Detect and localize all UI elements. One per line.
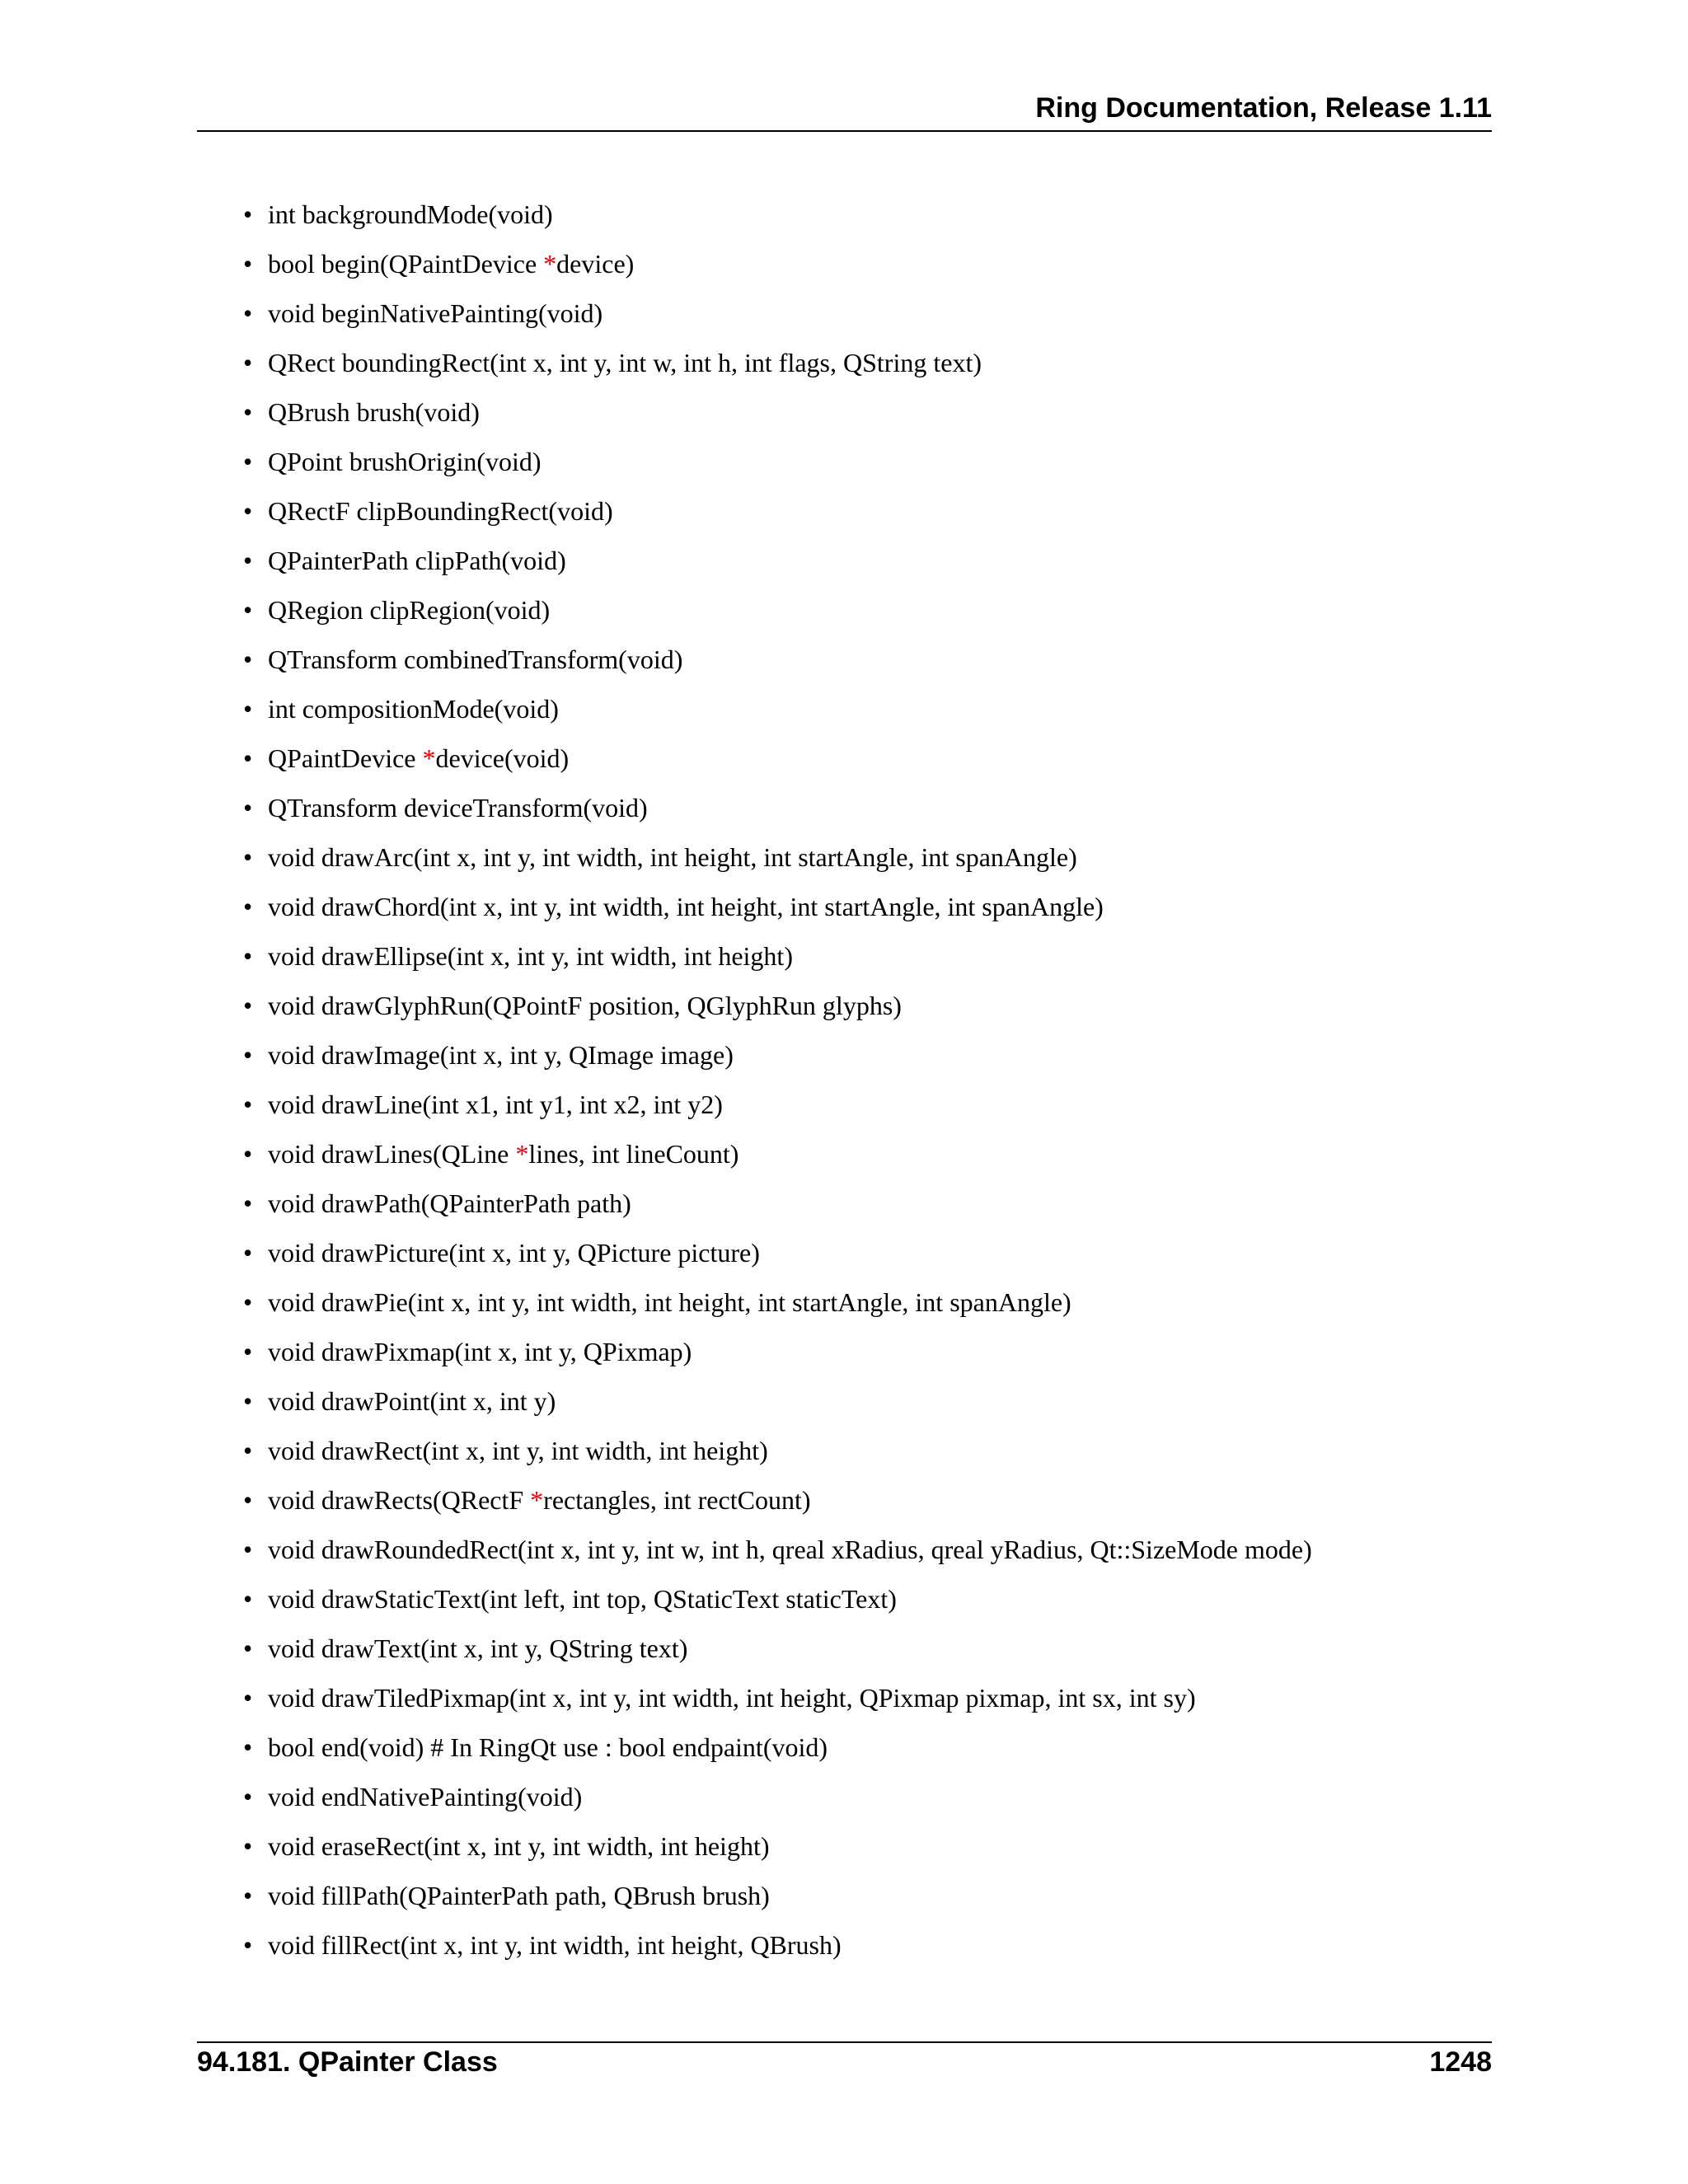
method-item (243, 247, 1312, 297)
method-item (243, 841, 1312, 890)
bullet-icon: • (243, 1535, 253, 1564)
method-signature: void drawLine(int x1, int y1, int x2, int y2) (268, 1090, 723, 1119)
method-item (243, 1286, 1312, 1335)
page-number: 1248 (1429, 2046, 1492, 2078)
method-signature: int backgroundMode(void) (268, 199, 553, 229)
bullet-icon: • (243, 348, 253, 377)
method-item (243, 1236, 1312, 1286)
method-signature: void beginNativePainting(void) (268, 298, 603, 328)
bullet-icon: • (243, 941, 253, 971)
method-item (243, 989, 1312, 1038)
method-item (243, 692, 1312, 742)
method-item (243, 1137, 1312, 1187)
method-list (243, 198, 1312, 1978)
bullet-icon: • (243, 1337, 253, 1366)
bullet-icon: • (243, 447, 253, 476)
bullet-icon: • (243, 1782, 253, 1811)
method-signature: void drawGlyphRun(QPointF position, QGlyphRun glyphs) (268, 991, 902, 1020)
method-item (243, 742, 1312, 791)
header-divider (197, 130, 1492, 132)
method-item (243, 494, 1312, 544)
pointer-asterisk: * (515, 1139, 529, 1169)
method-signature-end: device) (556, 249, 635, 279)
method-signature: QTransform deviceTransform(void) (268, 793, 648, 823)
method-signature: void fillPath(QPainterPath path, QBrush brush) (268, 1881, 770, 1910)
bullet-icon: • (243, 1090, 253, 1119)
bullet-icon: • (243, 1386, 253, 1416)
method-item (243, 1632, 1312, 1681)
bullet-icon: • (243, 1633, 253, 1663)
section-title: 94.181. QPainter Class (197, 2046, 498, 2078)
bullet-icon: • (243, 1040, 253, 1070)
method-item (243, 940, 1312, 989)
bullet-icon: • (243, 1485, 253, 1515)
method-signature: void drawEllipse(int x, int y, int width, int height) (268, 941, 793, 971)
method-signature-end: rectangles, int rectCount) (543, 1485, 811, 1515)
method-signature: void drawPoint(int x, int y) (268, 1386, 556, 1416)
page-header: Ring Documentation, Release 1.11 (1035, 92, 1492, 124)
bullet-icon: • (243, 1683, 253, 1713)
method-item (243, 1483, 1312, 1533)
bullet-icon: • (243, 1732, 253, 1762)
bullet-icon: • (243, 199, 253, 229)
method-signature: QRectF clipBoundingRect(void) (268, 496, 613, 526)
method-signature: void drawTiledPixmap(int x, int y, int width, int height, QPixmap pixmap, int sx, int sy) (268, 1683, 1196, 1713)
method-item (243, 593, 1312, 643)
method-signature: QBrush brush(void) (268, 397, 480, 427)
bullet-icon: • (243, 892, 253, 921)
method-item (243, 544, 1312, 593)
method-signature: void endNativePainting(void) (268, 1782, 583, 1811)
method-item (243, 1533, 1312, 1582)
method-signature: void drawPixmap(int x, int y, QPixmap) (268, 1337, 692, 1366)
method-signature: void drawChord(int x, int y, int width, int height, int startAngle, int spanAngle) (268, 892, 1104, 921)
method-signature-start: void drawLines(QLine (268, 1139, 516, 1169)
method-signature: bool end(void) # In RingQt use : bool endpaint(void) (268, 1732, 828, 1762)
bullet-icon: • (243, 1881, 253, 1910)
footer-divider (197, 2041, 1492, 2043)
bullet-icon: • (243, 1831, 253, 1861)
method-signature: void fillRect(int x, int y, int width, int height, QBrush) (268, 1930, 842, 1960)
method-signature: void drawStaticText(int left, int top, QStaticText staticText) (268, 1584, 897, 1614)
method-signature: void drawRoundedRect(int x, int y, int w, int h, qreal xRadius, qreal yRadius, Qt::SizeMode mode) (268, 1535, 1312, 1564)
bullet-icon: • (243, 842, 253, 872)
bullet-icon: • (243, 546, 253, 575)
bullet-icon: • (243, 1584, 253, 1614)
bullet-icon: • (243, 1188, 253, 1218)
method-item (243, 1434, 1312, 1483)
method-signature: void drawPicture(int x, int y, QPicture picture) (268, 1238, 760, 1268)
method-signature: int compositionMode(void) (268, 694, 559, 724)
method-item (243, 1187, 1312, 1236)
pointer-asterisk: * (530, 1485, 544, 1515)
method-item (243, 1929, 1312, 1978)
method-item (243, 1582, 1312, 1632)
method-item (243, 1879, 1312, 1929)
method-item (243, 1088, 1312, 1137)
bullet-icon: • (243, 991, 253, 1020)
bullet-icon: • (243, 1930, 253, 1960)
method-signature: void drawImage(int x, int y, QImage image) (268, 1040, 734, 1070)
bullet-icon: • (243, 1436, 253, 1465)
method-item (243, 1335, 1312, 1385)
bullet-icon: • (243, 793, 253, 823)
bullet-icon: • (243, 743, 253, 773)
method-item (243, 346, 1312, 396)
method-item (243, 890, 1312, 940)
bullet-icon: • (243, 1238, 253, 1268)
method-item (243, 1780, 1312, 1830)
bullet-icon: • (243, 298, 253, 328)
method-signature: void drawPath(QPainterPath path) (268, 1188, 631, 1218)
pointer-asterisk: * (543, 249, 557, 279)
bullet-icon: • (243, 644, 253, 674)
method-signature: QRect boundingRect(int x, int y, int w, int h, int flags, QString text) (268, 348, 982, 377)
method-signature: void drawRect(int x, int y, int width, int height) (268, 1436, 768, 1465)
bullet-icon: • (243, 496, 253, 526)
bullet-icon: • (243, 1287, 253, 1317)
method-signature: QPoint brushOrigin(void) (268, 447, 542, 476)
method-item (243, 791, 1312, 841)
bullet-icon: • (243, 249, 253, 279)
method-item (243, 1038, 1312, 1088)
method-item (243, 396, 1312, 445)
method-signature: QRegion clipRegion(void) (268, 595, 551, 625)
method-signature: void drawArc(int x, int y, int width, int height, int startAngle, int spanAngle) (268, 842, 1077, 872)
bullet-icon: • (243, 1139, 253, 1169)
method-signature: void drawText(int x, int y, QString text) (268, 1633, 688, 1663)
pointer-asterisk: * (422, 743, 436, 773)
bullet-icon: • (243, 694, 253, 724)
bullet-icon: • (243, 397, 253, 427)
method-item (243, 1385, 1312, 1434)
method-signature: void drawPie(int x, int y, int width, int height, int startAngle, int spanAngle) (268, 1287, 1071, 1317)
method-item (243, 445, 1312, 494)
method-item (243, 297, 1312, 346)
method-item (243, 1830, 1312, 1879)
method-item (243, 643, 1312, 692)
method-signature-start: QPaintDevice (268, 743, 423, 773)
method-signature-start: void drawRects(QRectF (268, 1485, 531, 1515)
method-item (243, 1731, 1312, 1780)
method-signature: QTransform combinedTransform(void) (268, 644, 683, 674)
method-signature: QPainterPath clipPath(void) (268, 546, 566, 575)
method-item (243, 1681, 1312, 1731)
bullet-icon: • (243, 595, 253, 625)
method-signature-end: lines, int lineCount) (528, 1139, 739, 1169)
method-item (243, 198, 1312, 247)
method-signature-end: device(void) (435, 743, 570, 773)
method-signature-start: bool begin(QPaintDevice (268, 249, 544, 279)
method-signature: void eraseRect(int x, int y, int width, int height) (268, 1831, 770, 1861)
